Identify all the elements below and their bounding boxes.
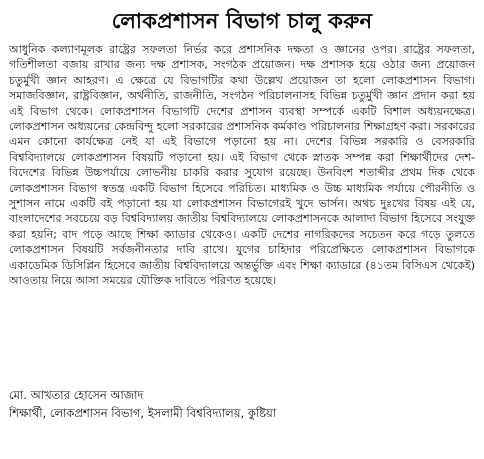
- headline-container: [9, 6, 475, 40]
- author-affiliation: শিক্ষার্থী, লোকপ্রশাসন বিভাগ, ইসলামী বিশ্ববিদ্যালয়, কুষ্টিয়া: [9, 406, 277, 420]
- article-headline: লোকপ্রশাসন বিভাগ চালু করুন: [111, 9, 373, 33]
- byline: [9, 386, 475, 422]
- article-body: আধুনিক কল্যাণমূলক রাষ্ট্রের সফলতা নির্ভর করে প্রশাসনিক দক্ষতা ও জ্ঞানের ওপর। রাষ্ট্রের সফলতা, গতিশীলতা বজায় রাখার জন্য দক্ষ প্রশাসক, সংগঠক প্রয়োজন। দক্ষ প্রশাসক হয়ে ওঠার জন্য প্রয়োজন চতুর্মুখী জ্ঞান আহরণ। এ ক্ষেত্রে যে বিভাগটির কথা উল্লেখ প্রয়োজন তা হলো লোকপ্রশাসন বিভাগ। সমাজবিজ্ঞান, রাষ্ট্রবিজ্ঞান, অর্থনীতি, রাজনীতি, সংগঠন পরিচালনাসহ বিভিন্ন চতুর্মুখী জ্ঞান প্রদান করা হয় এই বিভাগ থেকে। লোকপ্রশাসন বিভাগটি দেশের প্রশাসন ব্যবস্থা সম্পর্কে একটি বিশাল অধ্যয়নক্ষেত্র। লোকপ্রশাসন অধ্যয়নের কেন্দ্রবিন্দু হলো সরকারের প্রশাসনিক কর্মকাণ্ড পরিচালনার শিক্ষাগ্রহণ করা। সরকারের এমন কোনো কার্যক্ষেত্র নেই যা এই বিভাগে পড়ানো হয় না। দেশের বিভিন্ন সরকারি ও বেসরকারি বিশ্ববিদ্যালয়ে লোকপ্রশাসন বিষয়টি পড়ানো হয়। এই বিভাগ থেকে স্নাতক সম্পন্ন করা শিক্ষার্থীদের দেশ-বিদেশের বিভিন্ন উচ্চপর্যায়ে লোভনীয় চাকরি করার সুযোগ রয়েছে। উনবিংশ শতাব্দীর প্রথম দিক থেকে লোকপ্রশাসন বিভাগ স্বতন্ত্র একটি বিভাগ হিসেবে পরিচিত। মাধ্যমিক ও উচ্চ মাধ্যমিক পর্যায়ে পৌরনীতি ও সুশাসন নামে একটি বই পড়ানো হয় যা লোকপ্রশাসন বিভাগেরই খুদে ভার্সন। অথচ দুঃখের বিষয় এই যে, বাংলাদেশের সবচেয়ে বড় বিশ্ববিদ্যালয় জাতীয় বিশ্ববিদ্যালয়ে লোকপ্রশাসনকে আলাদা বিভাগ হিসেবে সংযুক্ত করা হয়নি; বাদ পড়ে আছে শিক্ষা ক্যাডার থেকেও। একটি দেশের নাগরিকদের সচেতন করে গড়ে তুলতে লোকপ্রশাসন বিষয়টি সর্বজনীনতার দাবি রাখে। যুগের চাহিদার পরিপ্রেক্ষিতে লোকপ্রশাসন বিভাগকে একাডেমিক ডিসিপ্লিন হিসেবে জাতীয় বিশ্ববিদ্যালয়ে অন্তর্ভুক্তি এবং শিক্ষা ক্যাডারে (৪১তম বিসিএস থেকেই) আওতায় নিয়ে আসা সময়ের যৌক্তিক দাবিতে পরিণত হয়েছে।: [9, 43, 475, 288]
- author-name: মো. আখতার হোসেন আজাদ: [9, 388, 144, 402]
